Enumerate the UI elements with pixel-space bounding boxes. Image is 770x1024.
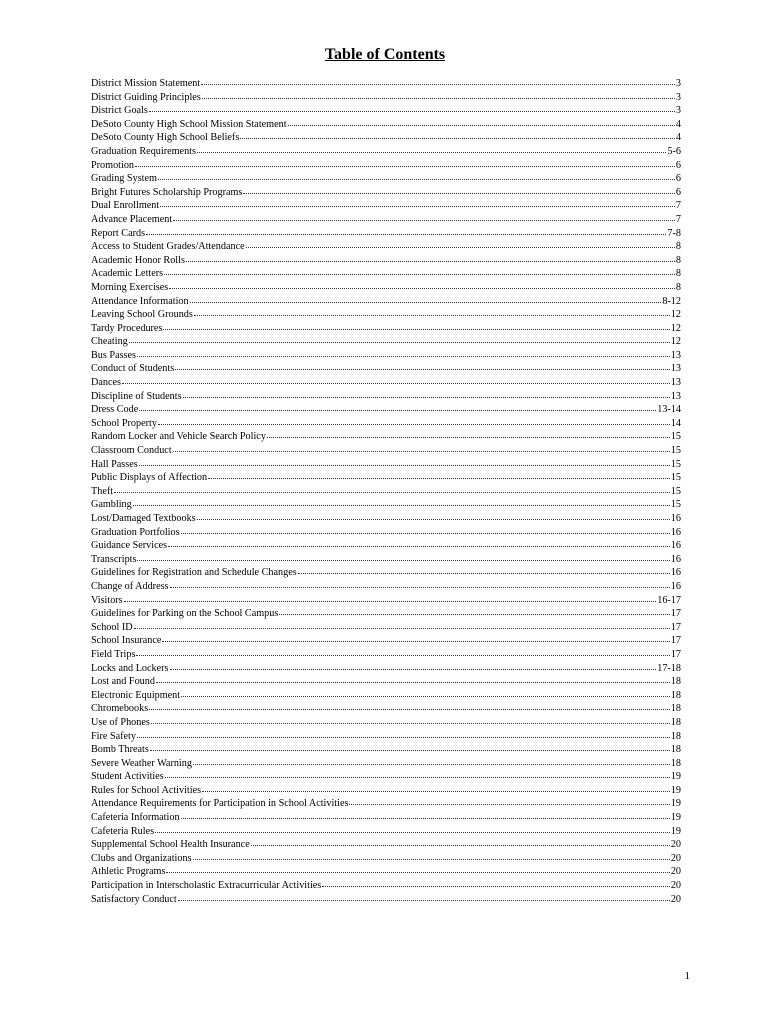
toc-entry-label: Change of Address: [91, 580, 169, 592]
toc-entry-label: Grading System: [91, 173, 157, 185]
dot-leader: [194, 307, 670, 316]
toc-entry: [91, 240, 681, 254]
toc-entry-page: 17: [670, 635, 681, 647]
dot-leader: [158, 171, 675, 180]
dot-leader: [166, 864, 669, 873]
toc-entry: [91, 104, 681, 118]
toc-entry-page: 17: [670, 621, 681, 633]
toc-entry-label: Supplemental School Health Insurance: [91, 839, 250, 851]
toc-entry-label: Guidelines for Registration and Schedule Changes: [91, 567, 297, 579]
toc-entry: [91, 199, 681, 213]
toc-entry-label: Visitors: [91, 594, 123, 606]
toc-entry-page: 8: [675, 254, 681, 266]
toc-entry-page: 18: [670, 730, 681, 742]
toc-entry-label: DeSoto County High School Mission Statement: [91, 118, 287, 130]
toc-entry-page: 19: [670, 798, 681, 810]
toc-entry-label: School Insurance: [91, 635, 162, 647]
dot-leader: [202, 783, 670, 792]
toc-entry: [91, 458, 681, 472]
toc-entry: [91, 390, 681, 404]
toc-entry-page: 8: [675, 281, 681, 293]
toc-entry-label: Graduation Portfolios: [91, 526, 180, 538]
toc-entry: [91, 594, 681, 608]
toc-entry-page: 18: [670, 757, 681, 769]
dot-leader: [183, 389, 670, 398]
toc-entry-label: DeSoto County High School Beliefs: [91, 132, 240, 144]
toc-entry-label: Advance Placement: [91, 213, 173, 225]
toc-entry-page: 8: [675, 241, 681, 253]
toc-entry: [91, 159, 681, 173]
dot-leader: [251, 837, 670, 846]
toc-entry: [91, 322, 681, 336]
toc-entry-label: Discipline of Students: [91, 390, 182, 402]
toc-entry: [91, 797, 681, 811]
toc-entry-page: 16: [670, 567, 681, 579]
toc-entry-page: 18: [670, 716, 681, 728]
toc-entry-label: Gambling: [91, 499, 132, 511]
dot-leader: [170, 661, 657, 670]
toc-entry-label: Academic Honor Rolls: [91, 254, 185, 266]
toc-entry: [91, 77, 681, 91]
dot-leader: [246, 239, 675, 248]
toc-entry: [91, 335, 681, 349]
toc-entry-label: School Property: [91, 417, 157, 429]
dot-leader: [181, 688, 670, 697]
toc-entry-label: Tardy Procedures: [91, 322, 163, 334]
toc-entry: [91, 430, 681, 444]
toc-entry-label: Locks and Lockers: [91, 662, 169, 674]
dot-leader: [165, 769, 670, 778]
toc-entry: [91, 784, 681, 798]
dot-leader: [288, 117, 675, 126]
toc-entry-page: 16: [670, 513, 681, 524]
toc-entry-page: 3: [675, 105, 681, 117]
toc-entry-label: District Mission Statement: [91, 78, 201, 89]
page-title: Table of Contents: [324, 46, 446, 63]
dot-leader: [193, 756, 670, 765]
toc-entry-label: Dress Code: [91, 404, 139, 416]
toc-entry: [91, 621, 681, 635]
toc-entry-label: Clubs and Organizations: [91, 852, 192, 864]
toc-entry-page: 12: [670, 336, 681, 348]
toc-entry-page: 20: [670, 839, 681, 851]
toc-entry: [91, 770, 681, 784]
dot-leader: [267, 429, 670, 438]
dot-leader: [202, 90, 675, 99]
toc-entry: [91, 417, 681, 431]
toc-entry-page: 4: [675, 118, 681, 130]
toc-entry: [91, 131, 681, 145]
toc-entry-label: Morning Exercises: [91, 281, 169, 293]
toc-entry-page: 16: [670, 553, 681, 565]
toc-entry-page: 7: [675, 213, 681, 225]
toc-entry-label: Dual Enrollment: [91, 200, 160, 212]
dot-leader: [155, 824, 670, 833]
toc-entry-label: Classroom Conduct: [91, 445, 172, 457]
toc-entry-page: 19: [670, 825, 681, 837]
toc-entry-page: 15: [670, 458, 681, 470]
dot-leader: [201, 76, 675, 85]
dot-leader: [173, 443, 670, 452]
dot-leader: [151, 715, 670, 724]
toc-entry-page: 4: [675, 132, 681, 144]
toc-entry-page: 19: [670, 771, 681, 783]
toc-entry: [91, 648, 681, 662]
toc-entry: [91, 498, 681, 512]
toc-entry: [91, 757, 681, 771]
dot-leader: [162, 633, 669, 642]
dot-leader: [149, 103, 675, 112]
toc-entry-label: Cafeteria Information: [91, 812, 180, 824]
toc-entry-label: Satisfactory Conduct: [91, 893, 177, 905]
toc-entry-page: 13-14: [657, 404, 681, 416]
toc-entry: [91, 716, 681, 730]
dot-leader: [124, 593, 657, 602]
dot-leader: [156, 674, 670, 683]
toc-entry-label: Fire Safety: [91, 730, 136, 742]
toc-entry-label: Access to Student Grades/Attendance: [91, 241, 245, 253]
dot-leader: [129, 334, 670, 343]
toc-entry: [91, 553, 681, 567]
toc-entry: [91, 227, 681, 241]
toc-entry-label: Lost and Found: [91, 676, 155, 688]
toc-entry-label: Bus Passes: [91, 349, 137, 361]
dot-leader: [133, 497, 670, 506]
dot-leader: [158, 416, 670, 425]
toc-entry: [91, 254, 681, 268]
toc-entry: [91, 91, 681, 105]
toc-entry-label: School ID: [91, 621, 133, 633]
dot-leader: [322, 878, 670, 887]
dot-leader: [197, 144, 666, 153]
dot-leader: [134, 620, 670, 629]
toc-entry-label: Attendance Requirements for Participation in School Activities: [91, 798, 349, 810]
toc-entry-label: Conduct of Students: [91, 363, 175, 375]
dot-leader: [181, 525, 670, 534]
toc-entry: [91, 444, 681, 458]
toc-entry-page: 3: [675, 78, 681, 89]
toc-entry-page: 17-18: [657, 662, 681, 674]
toc-entry: [91, 118, 681, 132]
dot-leader: [193, 851, 670, 860]
dot-leader: [298, 565, 670, 574]
toc-entry-label: Cheating: [91, 336, 128, 348]
toc-entry-page: 15: [670, 445, 681, 457]
toc-entry: [91, 893, 681, 907]
toc-entry: [91, 403, 681, 417]
toc-entry-label: Participation in Interscholastic Extracurricular Activities: [91, 880, 322, 892]
toc-entry-page: 18: [670, 689, 681, 701]
dot-leader: [181, 810, 670, 819]
toc-entry-page: 19: [670, 812, 681, 824]
toc-entry-label: Athletic Programs: [91, 866, 166, 878]
toc-entry-page: 20: [670, 880, 681, 892]
dot-leader: [139, 457, 670, 466]
toc-entry-page: 8-12: [662, 295, 681, 307]
toc-entry-label: Severe Weather Warning: [91, 757, 192, 769]
toc-entry-label: Use of Phones: [91, 716, 150, 728]
toc-entry: [91, 852, 681, 866]
toc-entry: [91, 186, 681, 200]
toc-entry: [91, 838, 681, 852]
toc-entry-page: 13: [670, 349, 681, 361]
toc-entry-page: 18: [670, 676, 681, 688]
toc-entry: [91, 485, 681, 499]
toc-entry: [91, 145, 681, 159]
toc-entry-page: 20: [670, 893, 681, 905]
toc-entry-page: 16-17: [657, 594, 681, 606]
dot-leader: [208, 470, 670, 479]
toc-entry-label: Graduation Requirements: [91, 145, 196, 157]
toc-entry: [91, 689, 681, 703]
toc-entry: [91, 634, 681, 648]
toc-entry-label: Student Activities: [91, 771, 164, 783]
toc-entry-page: 13: [670, 377, 681, 389]
toc-entry: [91, 879, 681, 893]
toc-entry: [91, 743, 681, 757]
toc-entry-page: 15: [670, 472, 681, 484]
dot-leader: [279, 606, 669, 615]
dot-leader: [175, 361, 670, 370]
toc-entry-page: 17: [670, 608, 681, 620]
toc-entry-label: Promotion: [91, 159, 135, 171]
toc-entry-label: Rules for School Activities: [91, 784, 202, 796]
toc-entry-page: 3: [675, 91, 681, 103]
toc-entry-label: Guidelines for Parking on the School Campus: [91, 608, 279, 620]
toc-entry: [91, 662, 681, 676]
dot-leader: [137, 552, 669, 561]
toc-entry: [91, 295, 681, 309]
toc-entry: [91, 539, 681, 553]
toc-entry: [91, 512, 681, 526]
dot-leader: [150, 742, 670, 751]
toc-entry-page: 17: [670, 648, 681, 660]
page-number: 1: [684, 970, 690, 982]
toc-entry-label: Bright Futures Scholarship Programs: [91, 186, 243, 198]
toc-entry-label: Random Locker and Vehicle Search Policy: [91, 431, 266, 443]
toc-entry-page: 18: [670, 744, 681, 756]
toc-entry: [91, 811, 681, 825]
toc-entry-label: Theft: [91, 485, 114, 497]
toc-entry: [91, 172, 681, 186]
toc-entry-label: Leaving School Grounds: [91, 309, 193, 321]
dot-leader: [135, 158, 675, 167]
toc-entry-page: 6: [675, 159, 681, 171]
dot-leader: [169, 280, 675, 289]
toc-entry: [91, 213, 681, 227]
toc-entry-page: 20: [670, 852, 681, 864]
toc-entry: [91, 471, 681, 485]
toc-entry-label: District Goals: [91, 105, 148, 117]
toc-entry-label: Transcripts: [91, 553, 137, 565]
dot-leader: [146, 226, 666, 235]
toc-entry-page: 13: [670, 363, 681, 375]
dot-leader: [137, 348, 670, 357]
toc-entry-label: Electronic Equipment: [91, 689, 181, 701]
dot-leader: [160, 198, 675, 207]
dot-leader: [243, 185, 675, 194]
toc-entry-page: 19: [670, 784, 681, 796]
dot-leader: [163, 321, 669, 330]
toc-entry-label: Guidance Services: [91, 540, 168, 552]
dot-leader: [168, 538, 670, 547]
toc-entry: [91, 308, 681, 322]
toc-entry-page: 20: [670, 866, 681, 878]
toc-entry: [91, 566, 681, 580]
toc-entry-page: 5-6: [667, 145, 681, 157]
table-of-contents: [91, 77, 681, 906]
dot-leader: [190, 294, 662, 303]
toc-entry-page: 13: [670, 390, 681, 402]
toc-entry-page: 18: [670, 703, 681, 715]
dot-leader: [139, 402, 656, 411]
toc-entry: [91, 580, 681, 594]
dot-leader: [122, 375, 670, 384]
dot-leader: [149, 701, 670, 710]
dot-leader: [349, 796, 669, 805]
toc-entry-page: 14: [670, 417, 681, 429]
toc-entry: [91, 526, 681, 540]
toc-entry-label: Cafeteria Rules: [91, 825, 155, 837]
toc-entry-label: Lost/Damaged Textbooks: [91, 513, 196, 524]
toc-entry-label: Public Displays of Affection: [91, 472, 208, 484]
dot-leader: [164, 266, 675, 275]
toc-entry-page: 15: [670, 499, 681, 511]
toc-entry: [91, 349, 681, 363]
toc-entry: [91, 376, 681, 390]
toc-entry-page: 12: [670, 322, 681, 334]
dot-leader: [197, 511, 670, 520]
toc-entry-page: 16: [670, 526, 681, 538]
dot-leader: [114, 484, 670, 493]
toc-entry: [91, 730, 681, 744]
toc-entry-page: 7: [675, 200, 681, 212]
toc-entry-label: Academic Letters: [91, 268, 164, 280]
toc-entry: [91, 267, 681, 281]
dot-leader: [240, 130, 675, 139]
toc-entry-page: 7-8: [667, 227, 681, 239]
toc-entry-page: 6: [675, 186, 681, 198]
toc-entry-label: Hall Passes: [91, 458, 138, 470]
toc-entry-label: District Guiding Principles: [91, 91, 201, 103]
toc-entry-label: Dances: [91, 377, 121, 389]
toc-entry-page: 16: [670, 580, 681, 592]
toc-entry-page: 15: [670, 485, 681, 497]
toc-entry: [91, 702, 681, 716]
dot-leader: [186, 253, 675, 262]
toc-entry: [91, 362, 681, 376]
toc-entry-page: 8: [675, 268, 681, 280]
toc-entry-label: Field Trips: [91, 648, 136, 660]
toc-entry: [91, 865, 681, 879]
toc-entry-page: 12: [670, 309, 681, 321]
toc-entry-label: Bomb Threats: [91, 744, 149, 756]
dot-leader: [136, 647, 669, 656]
toc-entry-page: 16: [670, 540, 681, 552]
toc-entry: [91, 675, 681, 689]
toc-entry: [91, 281, 681, 295]
toc-entry-label: Chromebooks: [91, 703, 149, 715]
toc-entry-label: Attendance Information: [91, 295, 189, 307]
toc-entry-label: Report Cards: [91, 227, 146, 239]
toc-entry-page: 6: [675, 173, 681, 185]
dot-leader: [137, 729, 670, 738]
dot-leader: [178, 892, 670, 901]
dot-leader: [173, 212, 675, 221]
dot-leader: [170, 579, 670, 588]
toc-entry: [91, 607, 681, 621]
toc-entry-page: 15: [670, 431, 681, 443]
toc-entry: [91, 825, 681, 839]
